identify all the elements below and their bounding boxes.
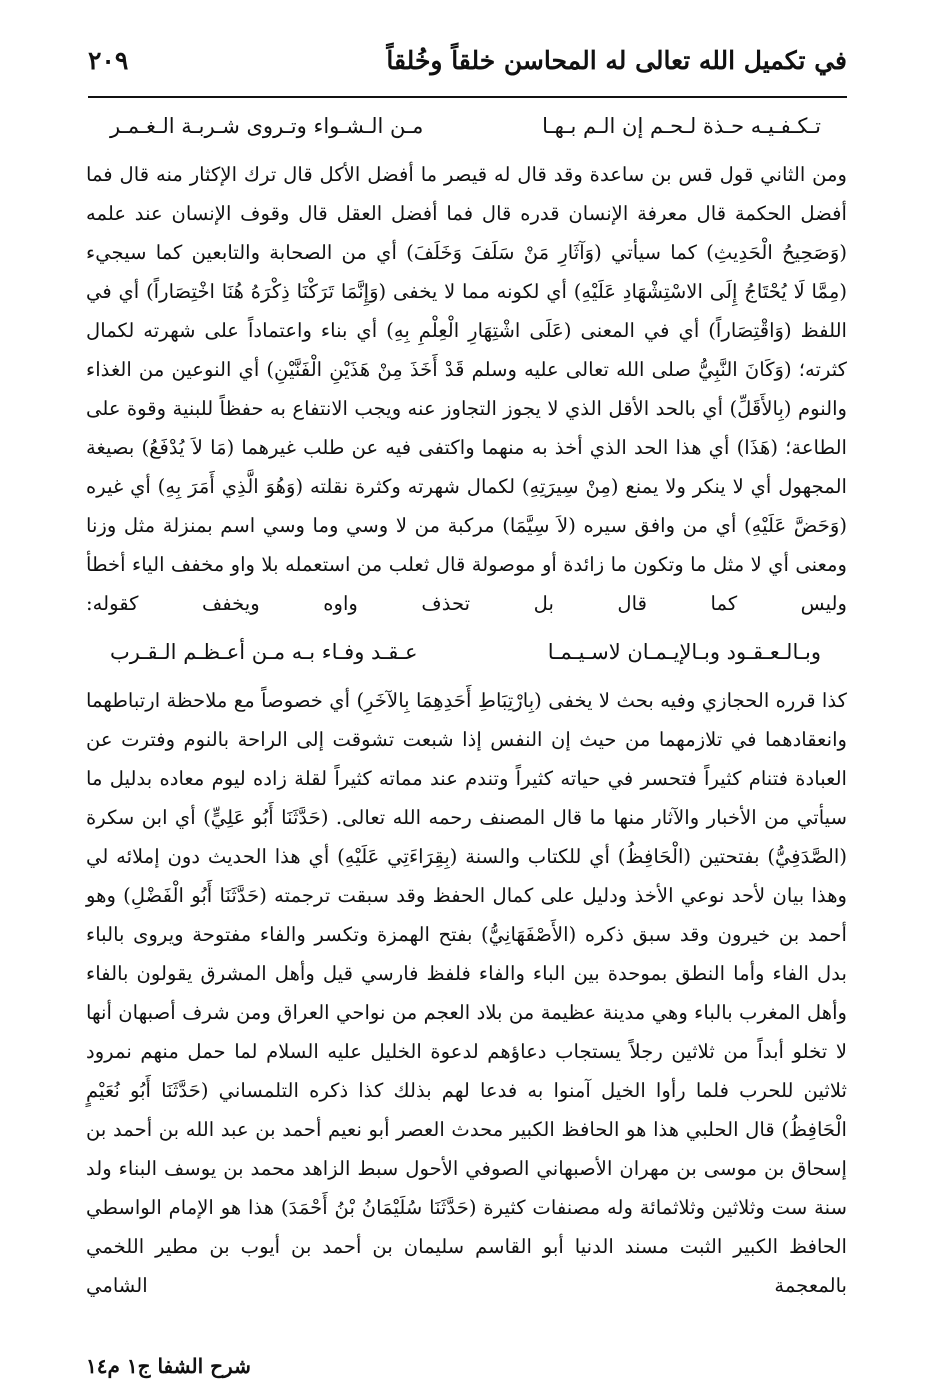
- verse-second-hemistich: مـن الـشـواء وتـروى شـربـة الـغـمـر: [110, 114, 424, 138]
- poetry-verse: [110, 114, 821, 152]
- commentary-paragraph: كذا قرره الحجازي وفيه بحث لا يخفى (بِارْتِبَاطِ أَحَدِهِمَا بِالآخَرِ) أي خصوصاً مع ملاحظة ارتباطهما وانعقادهما في تلازمهما من حيث إن النفس إذا شبعت تشوقت إلى الراحة بالنوم وفترت عن العبادة فتنام كثيراً فتحسر في حياته كثيراً وتندم عند مماته كثيراً لقلة زاده ليوم معاده بدليل ما سيأتي من الأخبار والآثار منها ما قال المصنف رحمه الله تعالى. (حَدَّثَنَا أَبُو عَلِيٍّ) أي ابن سكرة (الصَّدَفِيُّ) بفتحتين (الْحَافِظُ) أي للكتاب والسنة (بِقِرَاءَتِي عَلَيْهِ) أي هذا الحديث دون إملائه لي وهذا بيان لأحد نوعي الأخذ ودليل على كمال الحفظ وقد سبقت ترجمته (حَدَّثَنَا أَبُو الْفَضْلِ) وهو أحمد بن خيرون وقد سبق ذكره (الأَصْفَهَانِيُّ) بفتح الهمزة وتكسر والفاء مفتوحة ويروى بالباء بدل الفاء وأما النطق بموحدة بين الباء والفاء فلفظ فارسي قيل وأهل المشرق يقولون بالفاء وأهل المغرب بالباء وهي مدينة عظيمة من بلاد العجم من نواحي العراق ومن شرف أصبهان أنها لا تخلو أبداً من ثلاثين رجلاً يستجاب دعاؤهم لدعوة الخليل عليه السلام لما حمل منهم نمرود ثلاثين للحرب فلما رأوا الخيل آمنوا به فدعا لهم بذلك كذا ذكره التلمساني (حَدَّثَنَا أَبُو نُعَيْمٍ الْحَافِظُ) قال الحلبي هذا هو الحافظ الكبير محدث العصر أبو نعيم أحمد بن عبد الله بن أحمد بن إسحاق بن موسى بن مهران الأصبهاني الصوفي الأحول سبط الزاهد محمد بن يوسف البناء ولد سنة ست وثلاثين وثلاثمائة وله مصنفات كثيرة (حَدَّثَنَا سُلَيْمَانُ بْنُ أَحْمَدَ) هذا هو الإمام الواسطي الحافظ الكبير الثبت مسند الدنيا أبو القاسم سليمان بن أحمد بن أيوب بن مطير اللخمي بالمعجمة الشامي: [86, 689, 847, 1297]
- verse-first-hemistich: تـكـفـيـه حـذة لـحـم إن الـم بـهـا: [542, 114, 821, 138]
- signature-mark: شرح الشفا ج١ م١٤: [86, 1354, 251, 1378]
- commentary-paragraph: ومن الثاني قول قس بن ساعدة وقد قال له قيصر ما أفضل الأكل قال ترك الإكثار منه قال فما أفضل الحكمة قال معرفة الإنسان قدره قال فما أفضل العقل قال وقوف الإنسان عند علمه (وَصَحِيحُ الْحَدِيثِ) كما سيأتي (وَآثَارِ مَنْ سَلَفَ وَخَلَفَ) أي من الصحابة والتابعين كما سيجيء (مِمَّا لَا يُحْتَاجُ إِلَى الاسْتِشْهَادِ عَلَيْهِ) أي لكونه مما لا يخفى (وَإِنَّمَا تَرَكْنَا ذِكْرَهُ هُنَا اخْتِصَاراً) أي في اللفظ (وَاقْتِصَاراً) أي في المعنى (عَلَى اشْتِهَارِ الْعِلْمِ بِهِ) أي بناء واعتماداً على شهرته لكمال كثرته؛ (وَكَانَ النَّبِيُّ صلى الله تعالى عليه وسلم قَدْ أَخَذَ مِنْ هَذَيْنِ الْفَنَّيْنِ) أي النوعين من الغذاء والنوم (بِالأَقَلِّ) أي بالحد الأقل الذي لا يجوز التجاوز عنه ويجب الانتفاع به حفظاً للبنية وقوة على الطاعة؛ (هَذَا) أي هذا الحد الذي أخذ به منهما واكتفى فيه عن طلب غيرهما (مَا لاَ يُدْفَعُ) بصيغة المجهول أي لا ينكر ولا يمنع (مِنْ سِيرَتِهِ) لكمال شهرته وكثرة نقلته (وَهُوَ الَّذِي أَمَرَ بِهِ) أي غيره (وَحَضَّ عَلَيْهِ) أي من وافق سيره (لاَ سِيَّمَا) مركبة من لا وسي وما وسي اسم بمنزلة مثل وزنا ومعنى أي لا مثل ما وتكون ما زائدة أو موصولة قال ثعلب من استعمله بلا واو مخفف الياء أخطأ وليس كما قال بل تحذف واوه ويخفف كقوله:: [86, 163, 847, 615]
- page-number: ٢٠٩: [88, 46, 129, 75]
- header-rule: [88, 96, 847, 98]
- verse-second-hemistich: عـقـد وفـاء بـه مـن أعـظـم الـقـرب: [110, 640, 418, 664]
- running-title: في تكميل الله تعالى له المحاسن خلقاً وخُلقاً: [386, 46, 847, 75]
- verse-first-hemistich: وبـالـعـقـود وبـالإيـمـان لاسـيـمـا: [547, 640, 821, 664]
- running-header: [88, 40, 847, 94]
- poetry-verse: [110, 640, 821, 678]
